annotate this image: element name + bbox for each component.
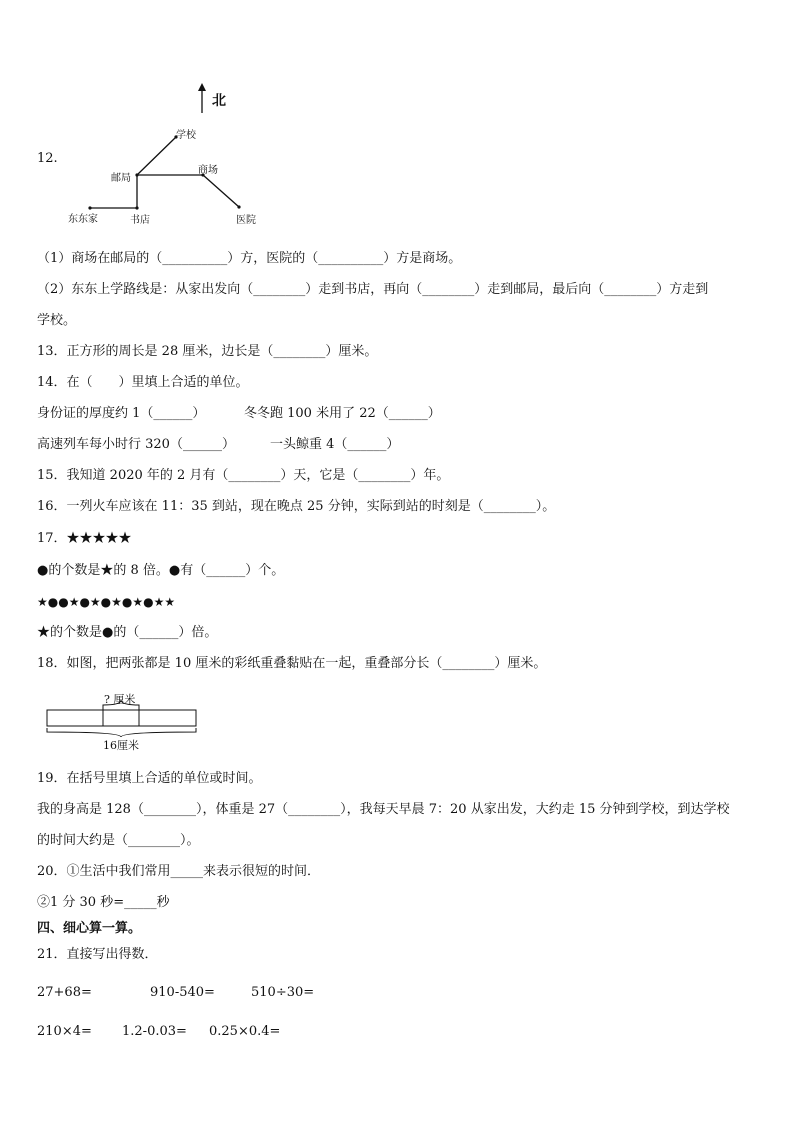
q13: 13．正方形的周长是 28 厘米，边长是（________）厘米。 [37,344,378,359]
q12-line2-cont: 学校。 [37,313,77,328]
q12-line2: （2）东东上学路线是：从家出发向（________）走到书店，再向（________）走到邮局，最后向（________）方走到 [37,282,709,297]
q12-number: 12. [37,151,58,166]
q21-r2-a: 210×4= [37,1024,92,1039]
q21-r1-b: 910-540= [150,985,215,1000]
q15: 15．我知道 2020 年的 2 月有（________）天，它是（________）年。 [37,468,450,483]
direction-map [0,0,794,240]
q16: 16．一列火车应该在 11：35 到站，现在晚点 25 分钟，实际到站的时刻是（________）。 [37,499,556,514]
q20-line2: ②1 分 30 秒=_____秒 [37,895,170,910]
q21-r2-b: 1.2-0.03= [122,1024,187,1039]
q19-line1: 我的身高是 128（________），体重是 27（________），我每天早晨 7：20 从家出发，大约走 15 分钟到学校，到达学校 [37,802,730,817]
overlap-label: ? 厘米 [104,693,136,706]
total-label: 16厘米 [103,739,139,752]
paper-strip-right [103,710,196,726]
q17-sequence: ★●●★●★●★●★●★★ [37,595,176,609]
q14-d: 一头鲸重 4（______） [270,437,400,452]
hospital-label: 医院 [236,215,256,226]
road-mall-hospital [203,175,239,207]
home-label: 东东家 [68,214,98,225]
q12-line1: （1）商场在邮局的（__________）方，医院的（__________）方是商场。 [37,251,462,266]
school-label: 学校 [176,130,196,141]
total-brace [47,728,196,737]
q17-line2: ★的个数是●的（______）倍。 [37,625,218,640]
q21-r1-c: 510÷30= [251,985,315,1000]
q14-b: 冬冬跑 100 米用了 22（______） [244,406,441,421]
paper-strip-left [47,710,139,726]
q21-r2-c: 0.25×0.4= [209,1024,281,1039]
north-arrow-head [198,83,206,91]
q18-text: 18．如图，把两张都是 10 厘米的彩纸重叠黏贴在一起，重叠部分长（________）厘米。 [37,656,547,671]
q14-title: 14．在（ ）里填上合适的单位。 [37,375,249,390]
q14-a: 身份证的厚度约 1（______） [37,406,206,421]
post-office-label: 邮局 [111,173,131,184]
bookstore-label: 书店 [130,215,150,226]
q14-c: 高速列车每小时行 320（______） [37,437,235,452]
q19-line2: 的时间大约是（________）。 [37,833,200,848]
section-4-heading: 四、细心算一算。 [37,921,142,936]
q21-title: 21．直接写出得数． [37,947,158,962]
north-label: 北 [212,93,226,109]
road-post-school [137,137,176,175]
q19-title: 19．在括号里填上合适的单位或时间。 [37,771,262,786]
q17-stars: 17．★★★★★ [37,531,132,546]
q20-line1: 20．①生活中我们常用_____来表示很短的时间． [37,864,321,879]
q17-line1: ●的个数是★的 8 倍。●有（______）个。 [37,563,285,578]
q21-r1-a: 27+68= [37,985,92,1000]
mall-label: 商场 [198,165,218,176]
